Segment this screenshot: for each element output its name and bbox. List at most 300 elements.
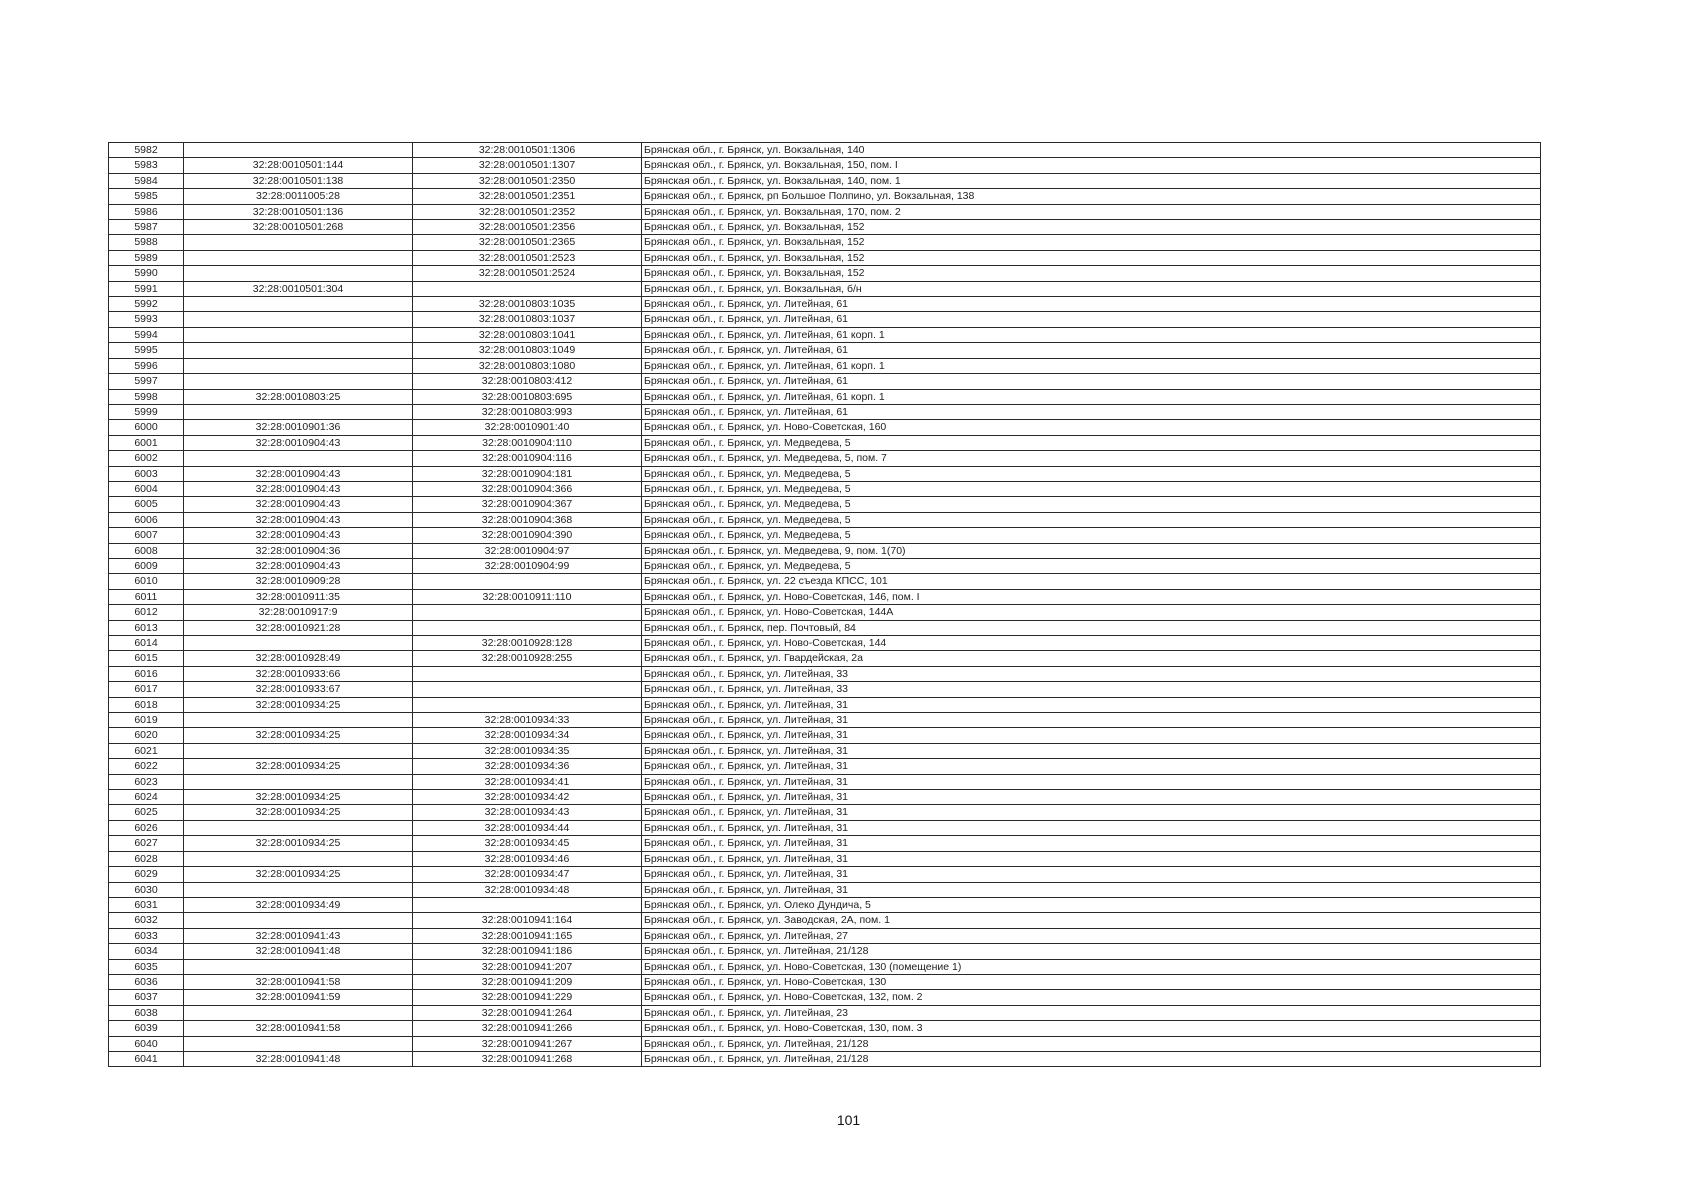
address-cell: Брянская обл., г. Брянск, ул. Медведева, 9, пом. 1(70)	[642, 543, 1541, 558]
row-number-cell: 6018	[109, 697, 184, 712]
table-row	[109, 358, 1541, 373]
object-cadastral-number-cell: 32:28:0010904:368	[413, 512, 642, 527]
registry-table-body	[109, 143, 1541, 1067]
address-cell: Брянская обл., г. Брянск, ул. Заводская, 2А, пом. 1	[642, 913, 1541, 928]
row-number-cell: 6028	[109, 851, 184, 866]
land-cadastral-number-cell: 32:28:0010921:28	[184, 620, 413, 635]
land-cadastral-number-cell	[184, 297, 413, 312]
table-row	[109, 959, 1541, 974]
table-row	[109, 481, 1541, 496]
row-number-cell: 6023	[109, 774, 184, 789]
table-row	[109, 281, 1541, 296]
table-row	[109, 790, 1541, 805]
row-number-cell: 6032	[109, 913, 184, 928]
table-row	[109, 1036, 1541, 1051]
address-cell: Брянская обл., г. Брянск, ул. Медведева, 5	[642, 558, 1541, 573]
row-number-cell: 5984	[109, 173, 184, 188]
row-number-cell: 6013	[109, 620, 184, 635]
row-number-cell: 6026	[109, 820, 184, 835]
row-number-cell: 6016	[109, 666, 184, 681]
row-number-cell: 6029	[109, 867, 184, 882]
address-cell: Брянская обл., г. Брянск, ул. Ново-Советская, 146, пом. I	[642, 589, 1541, 604]
land-cadastral-number-cell: 32:28:0010934:25	[184, 728, 413, 743]
object-cadastral-number-cell: 32:28:0010803:1037	[413, 312, 642, 327]
row-number-cell: 5994	[109, 327, 184, 342]
address-cell: Брянская обл., г. Брянск, ул. Вокзальная, 140, пом. 1	[642, 173, 1541, 188]
land-cadastral-number-cell: 32:28:0010917:9	[184, 605, 413, 620]
object-cadastral-number-cell: 32:28:0010941:186	[413, 944, 642, 959]
land-cadastral-number-cell: 32:28:0010933:66	[184, 666, 413, 681]
land-cadastral-number-cell: 32:28:0010941:59	[184, 990, 413, 1005]
land-cadastral-number-cell: 32:28:0010501:304	[184, 281, 413, 296]
land-cadastral-number-cell	[184, 250, 413, 265]
table-row	[109, 1021, 1541, 1036]
table-row	[109, 728, 1541, 743]
land-cadastral-number-cell: 32:28:0010501:136	[184, 204, 413, 219]
row-number-cell: 6011	[109, 589, 184, 604]
land-cadastral-number-cell	[184, 343, 413, 358]
address-cell: Брянская обл., г. Брянск, ул. Ново-Советская, 144А	[642, 605, 1541, 620]
land-cadastral-number-cell	[184, 1005, 413, 1020]
land-cadastral-number-cell	[184, 451, 413, 466]
land-cadastral-number-cell: 32:28:0010501:144	[184, 158, 413, 173]
address-cell: Брянская обл., г. Брянск, ул. Литейная, 61	[642, 404, 1541, 419]
table-row	[109, 512, 1541, 527]
table-row	[109, 759, 1541, 774]
table-row	[109, 743, 1541, 758]
table-row	[109, 528, 1541, 543]
address-cell: Брянская обл., г. Брянск, ул. Литейная, 31	[642, 836, 1541, 851]
object-cadastral-number-cell: 32:28:0010803:1035	[413, 297, 642, 312]
land-cadastral-number-cell	[184, 959, 413, 974]
address-cell: Брянская обл., г. Брянск, ул. Медведева, 5	[642, 528, 1541, 543]
address-cell: Брянская обл., г. Брянск, ул. Ново-Советская, 144	[642, 636, 1541, 651]
object-cadastral-number-cell: 32:28:0010941:264	[413, 1005, 642, 1020]
address-cell: Брянская обл., г. Брянск, ул. Вокзальная, 150, пом. I	[642, 158, 1541, 173]
row-number-cell: 6040	[109, 1036, 184, 1051]
table-row	[109, 497, 1541, 512]
row-number-cell: 6035	[109, 959, 184, 974]
land-cadastral-number-cell: 32:28:0011005:28	[184, 189, 413, 204]
table-row	[109, 158, 1541, 173]
object-cadastral-number-cell	[413, 574, 642, 589]
table-row	[109, 374, 1541, 389]
object-cadastral-number-cell: 32:28:0010941:268	[413, 1051, 642, 1066]
table-row	[109, 543, 1541, 558]
table-row	[109, 774, 1541, 789]
address-cell: Брянская обл., г. Брянск, ул. Медведева, 5	[642, 466, 1541, 481]
address-cell: Брянская обл., г. Брянск, ул. Литейная, 31	[642, 882, 1541, 897]
table-row	[109, 1005, 1541, 1020]
object-cadastral-number-cell: 32:28:0010501:2351	[413, 189, 642, 204]
address-cell: Брянская обл., г. Брянск, ул. Литейная, 31	[642, 759, 1541, 774]
object-cadastral-number-cell: 32:28:0010501:1307	[413, 158, 642, 173]
row-number-cell: 6025	[109, 805, 184, 820]
land-cadastral-number-cell	[184, 404, 413, 419]
address-cell: Брянская обл., г. Брянск, ул. Литейная, 23	[642, 1005, 1541, 1020]
land-cadastral-number-cell: 32:28:0010934:25	[184, 805, 413, 820]
row-number-cell: 5998	[109, 389, 184, 404]
row-number-cell: 6022	[109, 759, 184, 774]
row-number-cell: 6037	[109, 990, 184, 1005]
land-cadastral-number-cell: 32:28:0010904:43	[184, 481, 413, 496]
row-number-cell: 6010	[109, 574, 184, 589]
row-number-cell: 6024	[109, 790, 184, 805]
land-cadastral-number-cell: 32:28:0010934:25	[184, 759, 413, 774]
row-number-cell: 6000	[109, 420, 184, 435]
table-row	[109, 574, 1541, 589]
row-number-cell: 6004	[109, 481, 184, 496]
table-row	[109, 420, 1541, 435]
land-cadastral-number-cell: 32:28:0010941:48	[184, 1051, 413, 1066]
object-cadastral-number-cell: 32:28:0010934:35	[413, 743, 642, 758]
address-cell: Брянская обл., г. Брянск, ул. Литейная, 21/128	[642, 1051, 1541, 1066]
table-row	[109, 558, 1541, 573]
table-row	[109, 204, 1541, 219]
land-cadastral-number-cell: 32:28:0010941:43	[184, 928, 413, 943]
object-cadastral-number-cell: 32:28:0010501:2524	[413, 266, 642, 281]
address-cell: Брянская обл., г. Брянск, ул. Литейная, 31	[642, 743, 1541, 758]
row-number-cell: 6027	[109, 836, 184, 851]
object-cadastral-number-cell: 32:28:0010501:1306	[413, 143, 642, 158]
row-number-cell: 6006	[109, 512, 184, 527]
table-row	[109, 697, 1541, 712]
row-number-cell: 5982	[109, 143, 184, 158]
object-cadastral-number-cell: 32:28:0010934:43	[413, 805, 642, 820]
table-row	[109, 851, 1541, 866]
address-cell: Брянская обл., г. Брянск, пер. Почтовый, 84	[642, 620, 1541, 635]
table-row	[109, 682, 1541, 697]
object-cadastral-number-cell: 32:28:0010803:993	[413, 404, 642, 419]
land-cadastral-number-cell: 32:28:0010934:49	[184, 897, 413, 912]
table-row	[109, 589, 1541, 604]
object-cadastral-number-cell: 32:28:0010941:229	[413, 990, 642, 1005]
address-cell: Брянская обл., г. Брянск, ул. Литейная, 31	[642, 867, 1541, 882]
table-row	[109, 389, 1541, 404]
address-cell: Брянская обл., г. Брянск, ул. Литейная, 27	[642, 928, 1541, 943]
row-number-cell: 6038	[109, 1005, 184, 1020]
object-cadastral-number-cell: 32:28:0010803:695	[413, 389, 642, 404]
land-cadastral-number-cell: 32:28:0010934:25	[184, 790, 413, 805]
land-cadastral-number-cell	[184, 327, 413, 342]
table-row	[109, 990, 1541, 1005]
row-number-cell: 6030	[109, 882, 184, 897]
land-cadastral-number-cell: 32:28:0010904:36	[184, 543, 413, 558]
table-row	[109, 297, 1541, 312]
object-cadastral-number-cell: 32:28:0010934:47	[413, 867, 642, 882]
address-cell: Брянская обл., г. Брянск, ул. Литейная, 31	[642, 774, 1541, 789]
land-cadastral-number-cell	[184, 235, 413, 250]
address-cell: Брянская обл., г. Брянск, ул. Литейная, 31	[642, 805, 1541, 820]
row-number-cell: 5985	[109, 189, 184, 204]
table-row	[109, 805, 1541, 820]
object-cadastral-number-cell	[413, 897, 642, 912]
table-row	[109, 220, 1541, 235]
object-cadastral-number-cell: 32:28:0010934:46	[413, 851, 642, 866]
land-cadastral-number-cell: 32:28:0010934:25	[184, 836, 413, 851]
address-cell: Брянская обл., г. Брянск, ул. Медведева, 5	[642, 512, 1541, 527]
object-cadastral-number-cell	[413, 620, 642, 635]
land-cadastral-number-cell: 32:28:0010501:138	[184, 173, 413, 188]
table-row	[109, 435, 1541, 450]
row-number-cell: 5987	[109, 220, 184, 235]
object-cadastral-number-cell: 32:28:0010803:1049	[413, 343, 642, 358]
object-cadastral-number-cell: 32:28:0010501:2356	[413, 220, 642, 235]
object-cadastral-number-cell: 32:28:0010501:2523	[413, 250, 642, 265]
land-cadastral-number-cell: 32:28:0010901:36	[184, 420, 413, 435]
object-cadastral-number-cell	[413, 666, 642, 681]
address-cell: Брянская обл., г. Брянск, ул. Литейная, 31	[642, 713, 1541, 728]
object-cadastral-number-cell: 32:28:0010501:2352	[413, 204, 642, 219]
table-row	[109, 666, 1541, 681]
land-cadastral-number-cell: 32:28:0010904:43	[184, 435, 413, 450]
land-cadastral-number-cell: 32:28:0010904:43	[184, 512, 413, 527]
land-cadastral-number-cell	[184, 882, 413, 897]
land-cadastral-number-cell: 32:28:0010501:268	[184, 220, 413, 235]
address-cell: Брянская обл., г. Брянск, ул. Литейная, 61 корп. 1	[642, 327, 1541, 342]
object-cadastral-number-cell: 32:28:0010501:2350	[413, 173, 642, 188]
land-cadastral-number-cell: 32:28:0010911:35	[184, 589, 413, 604]
row-number-cell: 6017	[109, 682, 184, 697]
object-cadastral-number-cell	[413, 682, 642, 697]
address-cell: Брянская обл., г. Брянск, ул. Литейная, 31	[642, 851, 1541, 866]
address-cell: Брянская обл., г. Брянск, ул. Ново-Советская, 130 (помещение 1)	[642, 959, 1541, 974]
land-cadastral-number-cell: 32:28:0010909:28	[184, 574, 413, 589]
row-number-cell: 6019	[109, 713, 184, 728]
row-number-cell: 5990	[109, 266, 184, 281]
land-cadastral-number-cell	[184, 713, 413, 728]
object-cadastral-number-cell: 32:28:0010934:44	[413, 820, 642, 835]
address-cell: Брянская обл., г. Брянск, ул. Вокзальная, 152	[642, 235, 1541, 250]
land-cadastral-number-cell	[184, 143, 413, 158]
land-cadastral-number-cell	[184, 312, 413, 327]
page-number: 101	[836, 1112, 861, 1128]
address-cell: Брянская обл., г. Брянск, ул. Олеко Дундича, 5	[642, 897, 1541, 912]
table-row	[109, 235, 1541, 250]
land-cadastral-number-cell	[184, 374, 413, 389]
land-cadastral-number-cell: 32:28:0010941:48	[184, 944, 413, 959]
row-number-cell: 5995	[109, 343, 184, 358]
object-cadastral-number-cell: 32:28:0010904:110	[413, 435, 642, 450]
row-number-cell: 6014	[109, 636, 184, 651]
land-cadastral-number-cell	[184, 1036, 413, 1051]
row-number-cell: 5991	[109, 281, 184, 296]
table-row	[109, 250, 1541, 265]
table-row	[109, 882, 1541, 897]
object-cadastral-number-cell	[413, 605, 642, 620]
object-cadastral-number-cell: 32:28:0010934:48	[413, 882, 642, 897]
table-row	[109, 404, 1541, 419]
registry-table	[108, 142, 1541, 1067]
object-cadastral-number-cell: 32:28:0010911:110	[413, 589, 642, 604]
row-number-cell: 6036	[109, 974, 184, 989]
row-number-cell: 5997	[109, 374, 184, 389]
address-cell: Брянская обл., г. Брянск, ул. Литейная, 33	[642, 682, 1541, 697]
table-row	[109, 605, 1541, 620]
address-cell: Брянская обл., г. Брянск, ул. Ново-Советская, 130	[642, 974, 1541, 989]
address-cell: Брянская обл., г. Брянск, ул. Ново-Советская, 160	[642, 420, 1541, 435]
land-cadastral-number-cell: 32:28:0010803:25	[184, 389, 413, 404]
table-row	[109, 620, 1541, 635]
address-cell: Брянская обл., г. Брянск, ул. Литейная, 21/128	[642, 944, 1541, 959]
object-cadastral-number-cell: 32:28:0010904:367	[413, 497, 642, 512]
row-number-cell: 6041	[109, 1051, 184, 1066]
object-cadastral-number-cell: 32:28:0010941:164	[413, 913, 642, 928]
address-cell: Брянская обл., г. Брянск, ул. Гвардейская, 2а	[642, 651, 1541, 666]
object-cadastral-number-cell: 32:28:0010941:209	[413, 974, 642, 989]
object-cadastral-number-cell: 32:28:0010941:266	[413, 1021, 642, 1036]
address-cell: Брянская обл., г. Брянск, ул. Литейная, 31	[642, 728, 1541, 743]
object-cadastral-number-cell	[413, 281, 642, 296]
table-row	[109, 312, 1541, 327]
land-cadastral-number-cell: 32:28:0010904:43	[184, 558, 413, 573]
table-row	[109, 836, 1541, 851]
land-cadastral-number-cell	[184, 820, 413, 835]
land-cadastral-number-cell	[184, 851, 413, 866]
land-cadastral-number-cell: 32:28:0010941:58	[184, 974, 413, 989]
land-cadastral-number-cell: 32:28:0010933:67	[184, 682, 413, 697]
object-cadastral-number-cell: 32:28:0010901:40	[413, 420, 642, 435]
table-row	[109, 651, 1541, 666]
address-cell: Брянская обл., г. Брянск, ул. Литейная, 61	[642, 343, 1541, 358]
row-number-cell: 5996	[109, 358, 184, 373]
object-cadastral-number-cell: 32:28:0010501:2365	[413, 235, 642, 250]
row-number-cell: 5983	[109, 158, 184, 173]
land-cadastral-number-cell	[184, 774, 413, 789]
address-cell: Брянская обл., г. Брянск, ул. Медведева, 5, пом. 7	[642, 451, 1541, 466]
table-row	[109, 897, 1541, 912]
land-cadastral-number-cell	[184, 266, 413, 281]
row-number-cell: 6012	[109, 605, 184, 620]
table-row	[109, 944, 1541, 959]
table-row	[109, 974, 1541, 989]
address-cell: Брянская обл., г. Брянск, ул. Вокзальная, 152	[642, 266, 1541, 281]
row-number-cell: 6001	[109, 435, 184, 450]
land-cadastral-number-cell: 32:28:0010928:49	[184, 651, 413, 666]
object-cadastral-number-cell: 32:28:0010934:33	[413, 713, 642, 728]
table-row	[109, 451, 1541, 466]
object-cadastral-number-cell: 32:28:0010934:36	[413, 759, 642, 774]
row-number-cell: 6020	[109, 728, 184, 743]
row-number-cell: 5989	[109, 250, 184, 265]
object-cadastral-number-cell: 32:28:0010941:165	[413, 928, 642, 943]
address-cell: Брянская обл., г. Брянск, ул. Ново-Советская, 130, пом. 3	[642, 1021, 1541, 1036]
table-row	[109, 343, 1541, 358]
address-cell: Брянская обл., г. Брянск, ул. Литейная, 31	[642, 820, 1541, 835]
table-row	[109, 867, 1541, 882]
row-number-cell: 5988	[109, 235, 184, 250]
table-row	[109, 928, 1541, 943]
land-cadastral-number-cell: 32:28:0010941:58	[184, 1021, 413, 1036]
object-cadastral-number-cell: 32:28:0010803:1080	[413, 358, 642, 373]
address-cell: Брянская обл., г. Брянск, ул. Вокзальная, 152	[642, 250, 1541, 265]
object-cadastral-number-cell	[413, 697, 642, 712]
object-cadastral-number-cell: 32:28:0010904:390	[413, 528, 642, 543]
object-cadastral-number-cell: 32:28:0010803:412	[413, 374, 642, 389]
row-number-cell: 6009	[109, 558, 184, 573]
row-number-cell: 6039	[109, 1021, 184, 1036]
row-number-cell: 6003	[109, 466, 184, 481]
table-row	[109, 636, 1541, 651]
land-cadastral-number-cell	[184, 636, 413, 651]
row-number-cell: 6008	[109, 543, 184, 558]
address-cell: Брянская обл., г. Брянск, ул. Медведева, 5	[642, 435, 1541, 450]
land-cadastral-number-cell	[184, 913, 413, 928]
land-cadastral-number-cell: 32:28:0010904:43	[184, 466, 413, 481]
address-cell: Брянская обл., г. Брянск, ул. Литейная, 61 корп. 1	[642, 389, 1541, 404]
row-number-cell: 5993	[109, 312, 184, 327]
address-cell: Брянская обл., г. Брянск, ул. Литейная, 61	[642, 312, 1541, 327]
row-number-cell: 6034	[109, 944, 184, 959]
row-number-cell: 6005	[109, 497, 184, 512]
table-row	[109, 327, 1541, 342]
row-number-cell: 6021	[109, 743, 184, 758]
table-row	[109, 820, 1541, 835]
address-cell: Брянская обл., г. Брянск, ул. Литейная, 61 корп. 1	[642, 358, 1541, 373]
address-cell: Брянская обл., г. Брянск, ул. Литейная, 31	[642, 790, 1541, 805]
object-cadastral-number-cell: 32:28:0010928:128	[413, 636, 642, 651]
object-cadastral-number-cell: 32:28:0010904:99	[413, 558, 642, 573]
table-row	[109, 266, 1541, 281]
land-cadastral-number-cell: 32:28:0010904:43	[184, 497, 413, 512]
row-number-cell: 6002	[109, 451, 184, 466]
row-number-cell: 6007	[109, 528, 184, 543]
address-cell: Брянская обл., г. Брянск, ул. Литейная, 61	[642, 297, 1541, 312]
table-row	[109, 713, 1541, 728]
address-cell: Брянская обл., г. Брянск, ул. Литейная, 33	[642, 666, 1541, 681]
row-number-cell: 5992	[109, 297, 184, 312]
address-cell: Брянская обл., г. Брянск, ул. Литейная, 21/128	[642, 1036, 1541, 1051]
object-cadastral-number-cell: 32:28:0010934:42	[413, 790, 642, 805]
row-number-cell: 5999	[109, 404, 184, 419]
address-cell: Брянская обл., г. Брянск, ул. Вокзальная, б/н	[642, 281, 1541, 296]
row-number-cell: 6015	[109, 651, 184, 666]
table-row	[109, 913, 1541, 928]
object-cadastral-number-cell: 32:28:0010803:1041	[413, 327, 642, 342]
address-cell: Брянская обл., г. Брянск, рп Большое Полпино, ул. Вокзальная, 138	[642, 189, 1541, 204]
object-cadastral-number-cell: 32:28:0010904:97	[413, 543, 642, 558]
address-cell: Брянская обл., г. Брянск, ул. Ново-Советская, 132, пом. 2	[642, 990, 1541, 1005]
land-cadastral-number-cell: 32:28:0010904:43	[184, 528, 413, 543]
land-cadastral-number-cell	[184, 743, 413, 758]
address-cell: Брянская обл., г. Брянск, ул. Вокзальная, 152	[642, 220, 1541, 235]
object-cadastral-number-cell: 32:28:0010904:181	[413, 466, 642, 481]
object-cadastral-number-cell: 32:28:0010941:267	[413, 1036, 642, 1051]
address-cell: Брянская обл., г. Брянск, ул. Вокзальная, 170, пом. 2	[642, 204, 1541, 219]
land-cadastral-number-cell	[184, 358, 413, 373]
object-cadastral-number-cell: 32:28:0010904:366	[413, 481, 642, 496]
table-row	[109, 173, 1541, 188]
object-cadastral-number-cell: 32:28:0010904:116	[413, 451, 642, 466]
object-cadastral-number-cell: 32:28:0010934:45	[413, 836, 642, 851]
row-number-cell: 5986	[109, 204, 184, 219]
table-row	[109, 466, 1541, 481]
object-cadastral-number-cell: 32:28:0010928:255	[413, 651, 642, 666]
table-row	[109, 189, 1541, 204]
address-cell: Брянская обл., г. Брянск, ул. Литейная, 31	[642, 697, 1541, 712]
table-row	[109, 143, 1541, 158]
address-cell: Брянская обл., г. Брянск, ул. Медведева, 5	[642, 481, 1541, 496]
address-cell: Брянская обл., г. Брянск, ул. Литейная, 61	[642, 374, 1541, 389]
land-cadastral-number-cell: 32:28:0010934:25	[184, 867, 413, 882]
address-cell: Брянская обл., г. Брянск, ул. Вокзальная, 140	[642, 143, 1541, 158]
object-cadastral-number-cell: 32:28:0010941:207	[413, 959, 642, 974]
row-number-cell: 6033	[109, 928, 184, 943]
row-number-cell: 6031	[109, 897, 184, 912]
address-cell: Брянская обл., г. Брянск, ул. 22 съезда КПСС, 101	[642, 574, 1541, 589]
object-cadastral-number-cell: 32:28:0010934:34	[413, 728, 642, 743]
table-row	[109, 1051, 1541, 1066]
